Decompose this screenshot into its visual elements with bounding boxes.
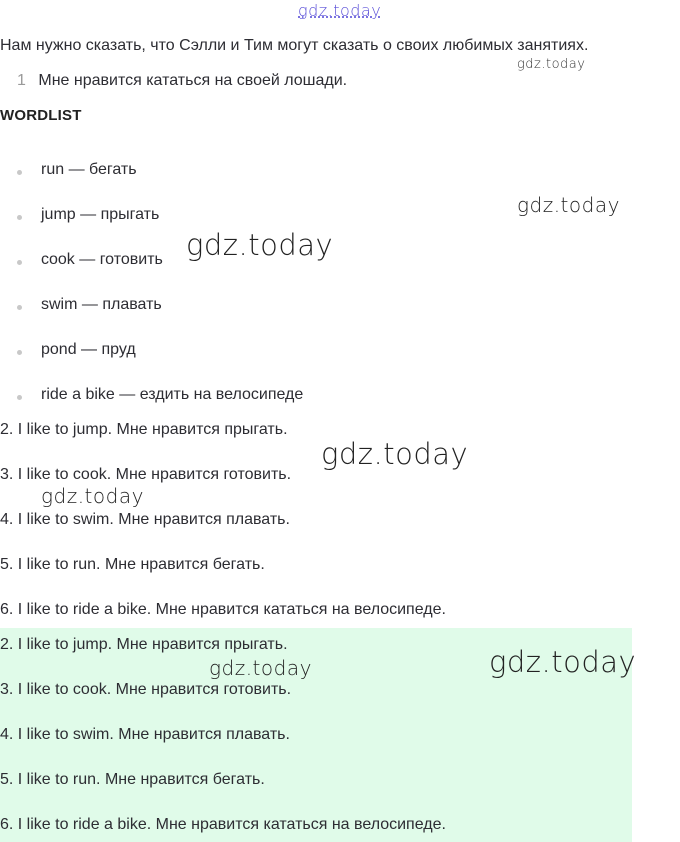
- intro-text: Нам нужно сказать, что Сэлли и Тим могут сказать о своих любимых занятиях.: [0, 37, 589, 54]
- watermark: gdz.today: [517, 57, 586, 72]
- watermark-top-link[interactable]: gdz.today: [298, 1, 382, 20]
- wordlist-item: swim — плавать: [41, 296, 162, 313]
- watermark: gdz.today: [517, 193, 620, 217]
- highlighted-answer-line: 2. I like to jump. Мне нравится прыгать.: [0, 636, 288, 653]
- item-number: 1: [17, 72, 26, 89]
- bullet-icon: [17, 170, 22, 175]
- highlighted-answer-line: 6. I like to ride a bike. Мне нравится кататься на велосипеде.: [0, 816, 446, 833]
- answer-line: 4. I like to swim. Мне нравится плавать.: [0, 511, 290, 528]
- answer-line: 5. I like to run. Мне нравится бегать.: [0, 556, 265, 573]
- watermark: gdz.today: [41, 484, 144, 508]
- watermark: gdz.today: [209, 656, 312, 680]
- wordlist-item: ride a bike — ездить на велосипеде: [41, 386, 304, 403]
- wordlist-heading: WORDLIST: [0, 107, 82, 124]
- wordlist-item: run — бегать: [41, 161, 137, 178]
- watermark: gdz.today: [186, 228, 334, 262]
- bullet-icon: [17, 350, 22, 355]
- watermark: gdz.today: [321, 437, 469, 471]
- bullet-icon: [17, 260, 22, 265]
- wordlist-item: pond — пруд: [41, 341, 136, 358]
- answer-line: 2. I like to jump. Мне нравится прыгать.: [0, 421, 288, 438]
- numbered-item: [17, 72, 347, 90]
- wordlist-item: jump — прыгать: [41, 206, 160, 223]
- highlighted-answer-line: 4. I like to swim. Мне нравится плавать.: [0, 726, 290, 743]
- highlighted-answer-line: 3. I like to cook. Мне нравится готовить.: [0, 681, 292, 698]
- answer-line: 6. I like to ride a bike. Мне нравится кататься на велосипеде.: [0, 601, 446, 618]
- bullet-icon: [17, 305, 22, 310]
- bullet-icon: [17, 395, 22, 400]
- bullet-icon: [17, 215, 22, 220]
- watermark: gdz.today: [489, 645, 637, 679]
- answer-line: 3. I like to cook. Мне нравится готовить.: [0, 466, 292, 483]
- item-text: Мне нравится кататься на своей лошади.: [38, 72, 348, 89]
- wordlist-item: cook — готовить: [41, 251, 163, 268]
- highlighted-answer-line: 5. I like to run. Мне нравится бегать.: [0, 771, 265, 788]
